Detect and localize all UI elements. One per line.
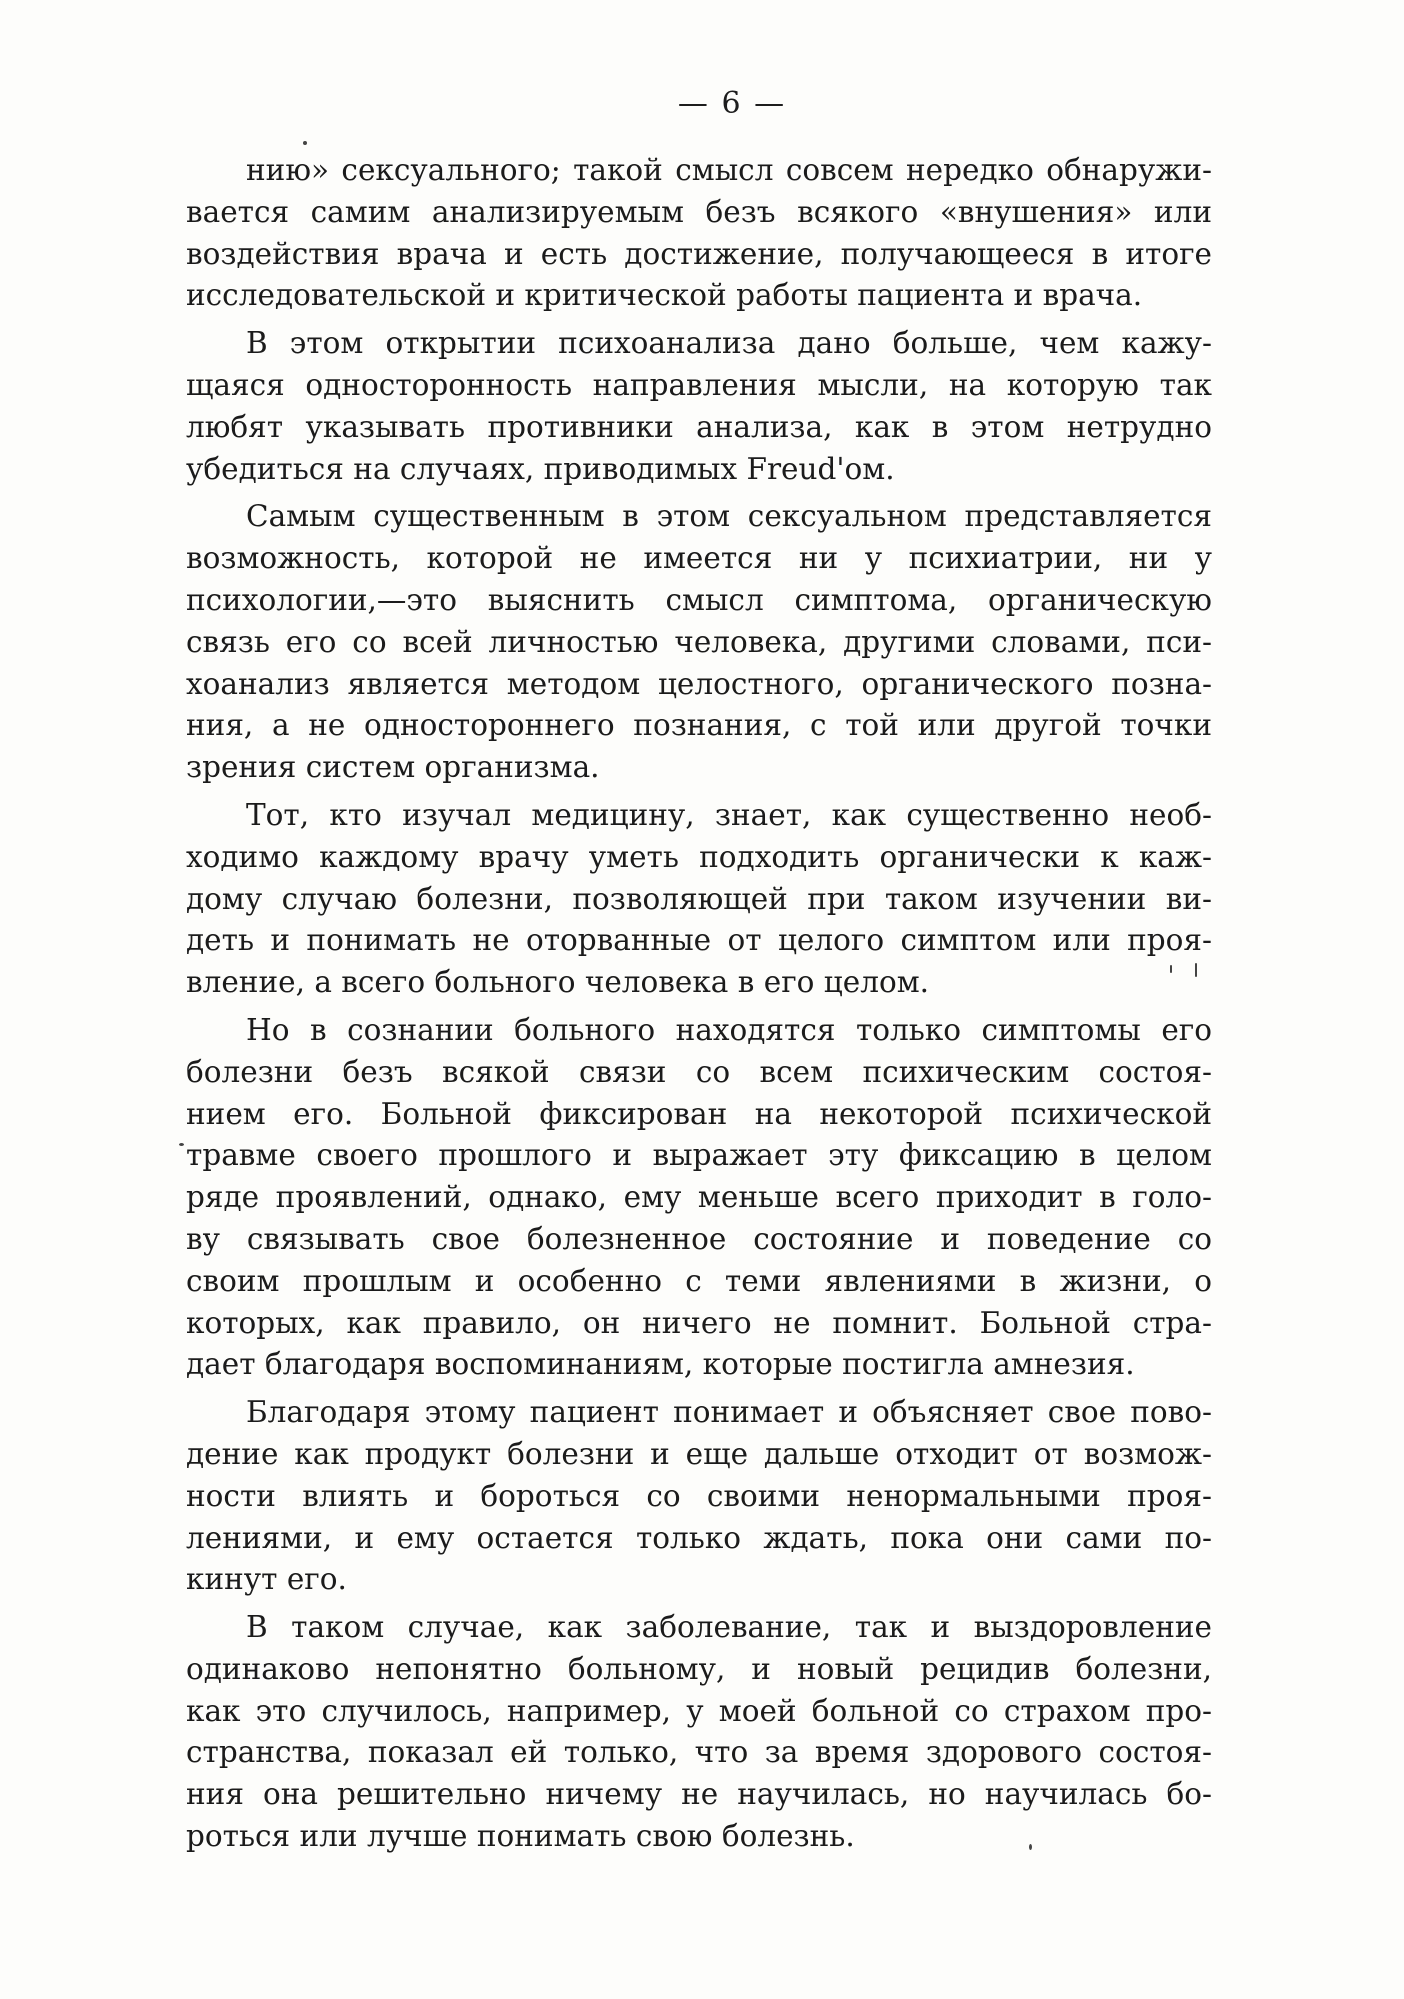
text-line: ву связывать свое болезненное состояние и поведение со [186, 1221, 1212, 1256]
text-line: ния она решительно ничему не научилась, но научилась бо- [186, 1777, 1212, 1812]
print-speck [1170, 965, 1172, 973]
text-line: хоанализ является методом целостного, органического позна- [186, 666, 1212, 701]
text-line: дение как продукт болезни и еще дальше отходит от возмож- [186, 1436, 1212, 1471]
paragraph [186, 1607, 1212, 1858]
text-line: ности влиять и бороться со своими ненормальными проя- [186, 1478, 1212, 1513]
paragraph [186, 323, 1212, 490]
text-line: странства, показал ей только, что за время здорового состоя- [186, 1735, 1212, 1770]
text-line: убедиться на случаях, приводимых Freud'ом. [186, 451, 895, 486]
text-line: Но в сознании больного находятся только симптомы его [246, 1012, 1212, 1047]
text-line: ходимо каждому врачу уметь подходить органически к каж- [186, 839, 1212, 874]
print-speck [179, 1143, 184, 1146]
text-line: одинаково непонятно больному, и новый рецидив болезни, [186, 1651, 1212, 1686]
text-line: которых, как правило, он ничего не помнит. Больной стра- [186, 1305, 1212, 1340]
print-speck [303, 141, 307, 145]
text-line: В этом открытии психоанализа дано больше, чем кажу- [246, 326, 1212, 361]
text-line: своим прошлым и особенно с теми явлениями в жизни, о [186, 1263, 1212, 1298]
text-line: нием его. Больной фиксирован на некоторой психической [186, 1096, 1212, 1131]
text-line: возможность, которой не имеется ни у психиатрии, ни у [186, 541, 1212, 576]
paragraph [186, 1010, 1212, 1386]
text-line: как это случилось, например, у моей больной со страхом про- [186, 1693, 1212, 1728]
text-line: психологии,—это выяснить смысл симптома, органическую [186, 582, 1212, 617]
text-line: дому случаю болезни, позволяющей при таком изучении ви- [186, 881, 1212, 916]
page-text [186, 150, 1212, 1864]
text-line: связь его со всей личностью человека, другими словами, пси- [186, 624, 1212, 659]
text-line: Самым существенным в этом сексуальном представляется [246, 499, 1212, 534]
text-line: роться или лучше понимать свою болезнь. [186, 1819, 855, 1854]
text-line: щаяся односторонность направления мысли, на которую так [186, 367, 1212, 402]
print-speck [1195, 963, 1197, 977]
text-line: Тот, кто изучал медицину, знает, как существенно необ- [246, 797, 1212, 832]
text-line: болезни безъ всякой связи со всем психическим состоя- [186, 1054, 1212, 1089]
paragraph [186, 496, 1212, 789]
text-line: кинут его. [186, 1562, 347, 1597]
text-line: воздействия врача и есть достижение, получающееся в итоге [186, 236, 1212, 271]
text-line: В таком случае, как заболевание, так и выздоровление [246, 1610, 1212, 1645]
text-line: травме своего прошлого и выражает эту фиксацию в целом [186, 1138, 1212, 1173]
text-line: зрения систем организма. [186, 750, 600, 785]
paragraph [186, 795, 1212, 1004]
page-number: — 6 — [677, 86, 787, 121]
text-line: лениями, и ему остается только ждать, пока они сами по- [186, 1520, 1212, 1555]
text-line: деть и понимать не оторванные от целого симптом или проя- [186, 923, 1212, 958]
text-line: ния, а не одностороннего познания, с той или другой точки [186, 708, 1212, 743]
paragraph [186, 1392, 1212, 1601]
text-line: нию» сексуального; такой смысл совсем нередко обнаружи- [246, 153, 1212, 187]
text-line: вается самим анализируемым безъ всякого «внушения» или [186, 194, 1212, 229]
paragraph [186, 150, 1212, 317]
text-line: вление, а всего больного человека в его целом. [186, 965, 930, 1000]
text-line: дает благодаря воспоминаниям, которые постигла амнезия. [186, 1347, 1135, 1382]
text-line: ряде проявлений, однако, ему меньше всего приходит в голо- [186, 1180, 1212, 1215]
text-line: любят указывать противники анализа, как в этом нетрудно [186, 409, 1212, 444]
print-speck [1029, 1844, 1032, 1850]
text-line: исследовательской и критической работы пациента и врача. [186, 278, 1143, 313]
text-line: Благодаря этому пациент понимает и объясняет свое пово- [246, 1395, 1212, 1430]
